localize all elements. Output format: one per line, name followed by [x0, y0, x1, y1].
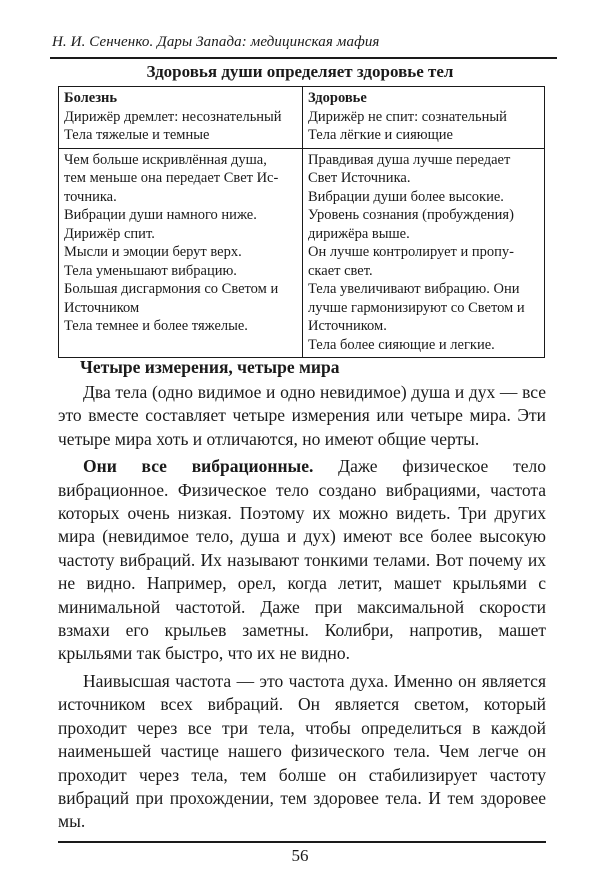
- comparison-table: [58, 86, 545, 358]
- page-number: 56: [291, 846, 309, 865]
- header-rule: [50, 57, 557, 59]
- table-line: скает свет.: [308, 262, 373, 279]
- table-line: Источником: [64, 299, 140, 316]
- table-line: дирижёра выше.: [308, 225, 410, 242]
- paragraph-text: Наивысшая частота — это частота духа. Именно он является источником всех вибраций. Он является светом, который проходит через все три тела, чтобы определиться в каждой наименьшей частице нашего физического тела. Чем легче он проходит через тела, тем болше он стабилизирует частоту вибраций при прохождении, тем здоровее тела. И тем здоровее мы.: [58, 670, 546, 832]
- table-line: лучше гармонизируют со Светом и: [308, 299, 525, 316]
- header-line: Тела тяжелые и темные: [64, 127, 210, 143]
- header-cell-illness: [59, 87, 303, 149]
- table-header-row: [59, 87, 545, 149]
- table-line: Тела увеличивают вибрацию. Они: [308, 281, 520, 297]
- header-cell-health: [303, 87, 545, 149]
- table-title: Здоровья души определяет здоровье тел: [146, 62, 454, 81]
- paragraph: [58, 670, 546, 834]
- paragraph: [58, 381, 546, 451]
- table-line: Уровень сознания (пробуждения): [308, 207, 514, 223]
- table-line: точника.: [64, 188, 117, 205]
- table-line: Чем больше искривлённая душа,: [64, 151, 267, 168]
- running-head: Н. И. Сенченко. Дары Запада: медицинская мафия: [52, 34, 380, 50]
- column-heading-health: Здоровье: [308, 90, 367, 106]
- table-line: Тела более сияющие и легкие.: [308, 336, 495, 353]
- table-line: Дирижёр спит.: [64, 225, 155, 242]
- paragraph: [58, 455, 546, 666]
- body-cell-health: [303, 148, 545, 358]
- header-line: Дирижёр дремлет: несознательный: [64, 108, 282, 125]
- table-line: Мысли и эмоции берут верх.: [64, 244, 242, 260]
- section-heading: Четыре измерения, четыре мира: [80, 357, 340, 377]
- table-line: Тела уменьшают вибрацию.: [64, 262, 237, 279]
- table-line: Вибрации души намного ниже.: [64, 207, 257, 223]
- paragraph-text: Два тела (одно видимое и одно невидимое) душа и дух — все это вместе составляет четыре измерения или четыре мира. Эти четыре мира хоть и отличаются, но имеют общие черты.: [58, 382, 546, 449]
- table-body-row: [59, 148, 545, 358]
- table-line: Свет Источника.: [308, 170, 411, 186]
- table-line: Он лучше контролирует и пропу-: [308, 244, 514, 260]
- table-line: Вибрации души более высокие.: [308, 188, 504, 205]
- table-line: Большая дисгармония со Светом и: [64, 281, 279, 297]
- body-text: [58, 381, 546, 838]
- header-line: Тела лёгкие и сияющие: [308, 127, 453, 143]
- body-cell-illness: [59, 148, 303, 358]
- table-line: Правдивая душа лучше передает: [308, 151, 511, 168]
- table-line: тем меньше она передает Свет Ис-: [64, 170, 279, 186]
- footer-rule: [58, 841, 546, 843]
- column-heading-illness: Болезнь: [64, 90, 118, 106]
- table-line: Источником.: [308, 318, 387, 334]
- table-line: Тела темнее и более тяжелые.: [64, 318, 248, 334]
- paragraph-text: Даже физическое тело вибрационное. Физическое тело создано вибрациями, частота которых очень низкая. Поэтому их можно видеть. Три других мира (невидимое тело, душа и дух) имеют все более высокую частоту вибраций. Их называют тонкими телами. Вот почему их не видно. Например, орел, когда летит, машет крыльями с минимальной частотой. Даже при максимальной скорости взмахи его крыльев заметны. Колибри, напротив, машет крыльями так быстро, что их не видно.: [58, 456, 546, 664]
- paragraph-lead: Они все вибрационные.: [83, 456, 314, 477]
- header-line: Дирижёр не спит: сознательный: [308, 108, 507, 125]
